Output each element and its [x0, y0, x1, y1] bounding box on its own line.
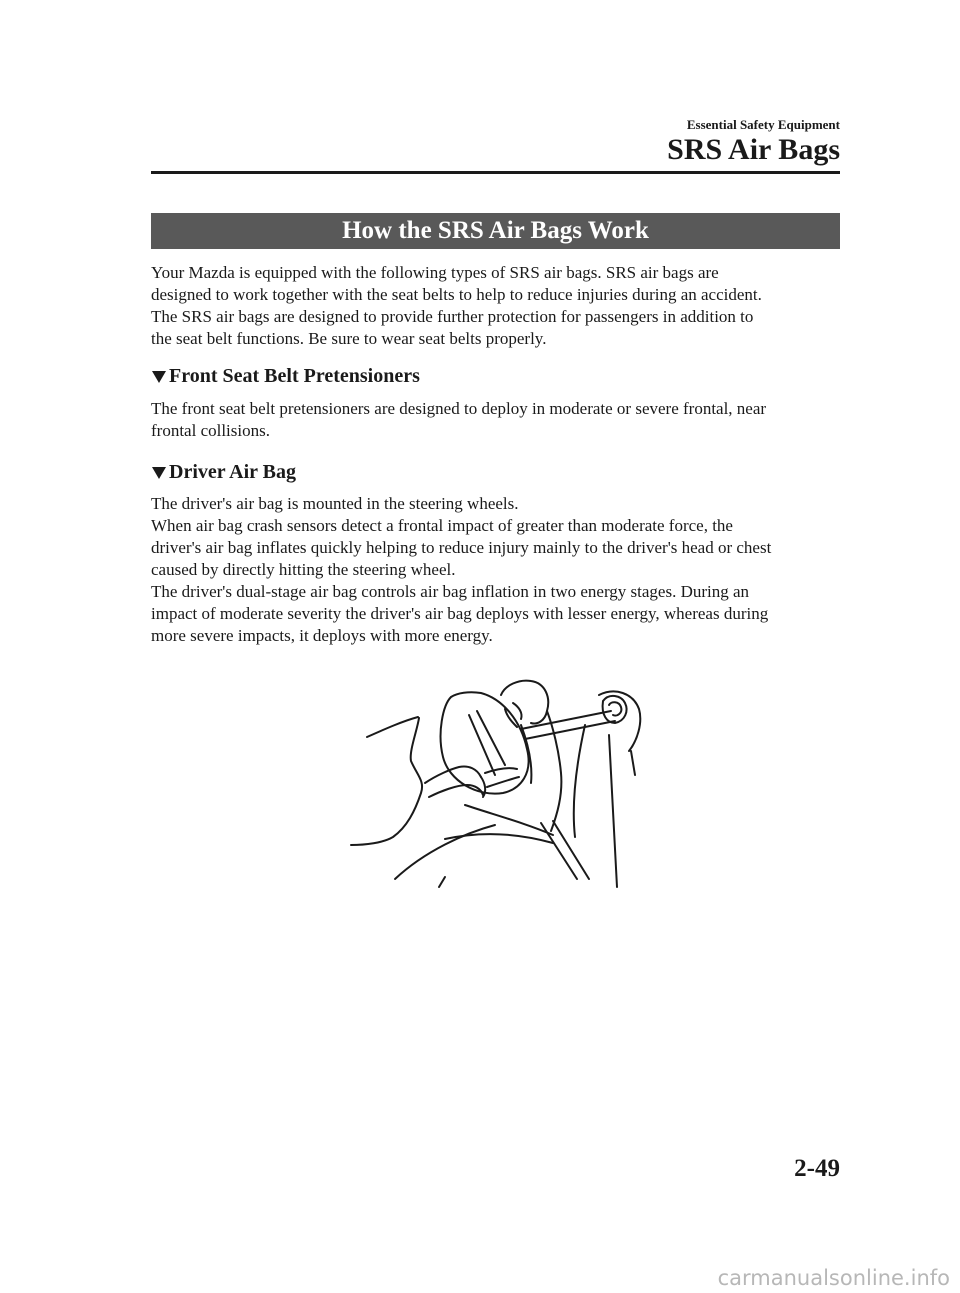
intro-line: the seat belt functions. Be sure to wear seat belts properly. [151, 329, 547, 348]
intro-line: Your Mazda is equipped with the following types of SRS air bags. SRS air bags are [151, 263, 719, 282]
section-banner: How the SRS Air Bags Work [151, 213, 840, 249]
paragraph-line: The front seat belt pretensioners are designed to deploy in moderate or severe frontal, near [151, 399, 767, 418]
paragraph-line: frontal collisions. [151, 421, 270, 440]
paragraph-line: impact of moderate severity the driver's air bag deploys with lesser energy, whereas during [151, 604, 769, 623]
paragraph-line: caused by directly hitting the steering wheel. [151, 560, 456, 579]
triangle-down-icon [152, 467, 166, 479]
intro-line: designed to work together with the seat belts to help to reduce injuries during an accident. [151, 285, 762, 304]
paragraph-line: The driver's dual-stage air bag controls air bag inflation in two energy stages. During an [151, 582, 750, 601]
header-divider [151, 171, 840, 174]
intro-paragraph [151, 262, 846, 350]
paragraph-line: more severe impacts, it deploys with more energy. [151, 626, 493, 645]
driver-airbag-heading [151, 461, 296, 484]
pretensioners-heading [151, 365, 420, 388]
paragraph-line: driver's air bag inflates quickly helping to reduce injury mainly to the driver's head or chest [151, 538, 772, 557]
driver-airbag-illustration-icon [345, 665, 665, 890]
pretensioners-heading-text: Front Seat Belt Pretensioners [169, 365, 420, 387]
driver-airbag-paragraph [151, 493, 846, 647]
section-title: Essential Safety Equipment [686, 117, 840, 132]
paragraph-line: When air bag crash sensors detect a frontal impact of greater than moderate force, the [151, 516, 733, 535]
pretensioners-paragraph [151, 398, 846, 442]
paragraph-line: The driver's air bag is mounted in the steering wheels. [151, 494, 519, 513]
triangle-down-icon [152, 371, 166, 383]
watermark: carmanualsonline.info [717, 1266, 950, 1290]
driver-airbag-heading-text: Driver Air Bag [169, 461, 297, 483]
chapter-title: SRS Air Bags [667, 133, 840, 166]
intro-line: The SRS air bags are designed to provide further protection for passengers in addition to [151, 307, 754, 326]
page-number: 2-49 [794, 1155, 840, 1182]
